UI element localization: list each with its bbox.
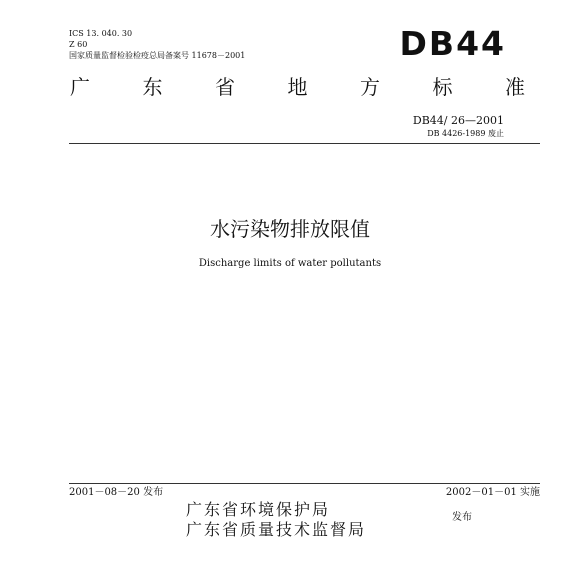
standard-type-char: 东 [142, 75, 163, 99]
standard-type-char: 地 [287, 75, 308, 99]
standard-type-char: 标 [432, 75, 453, 99]
issue-date: 2001－08－20 发布 [69, 487, 164, 498]
standard-code-logo: DB44 [399, 24, 506, 63]
implement-date: 2002－01－01 实施 [445, 487, 540, 498]
bottom-divider [69, 483, 540, 484]
top-divider [69, 143, 540, 144]
standard-type-title [70, 74, 525, 100]
filing-number: 国家质量监督检验检疫总局备案号 11678－2001 [69, 51, 246, 60]
category-code: Z 60 [69, 40, 88, 49]
replaces-note: DB 4426-1989 废止 [427, 129, 504, 138]
standard-number: DB44/ 26—2001 [412, 114, 504, 127]
standard-number-block [413, 114, 504, 139]
issuer-name: 广东省环境保护局 [186, 500, 331, 519]
standard-type-char: 准 [505, 75, 525, 99]
title-chinese: 水污染物排放限值 [210, 217, 370, 241]
standard-type-char: 广 [70, 75, 90, 99]
ics-code: ICS 13. 040. 30 [69, 29, 133, 38]
issued-label: 发布 [452, 512, 472, 523]
issuer-name: 广东省质量技术监督局 [186, 520, 367, 539]
title-english: Discharge limits of water pollutants [198, 258, 382, 269]
header-meta [69, 28, 245, 61]
issuing-authorities [186, 500, 366, 540]
standard-type-char: 省 [215, 75, 235, 99]
standard-type-char: 方 [360, 75, 380, 99]
